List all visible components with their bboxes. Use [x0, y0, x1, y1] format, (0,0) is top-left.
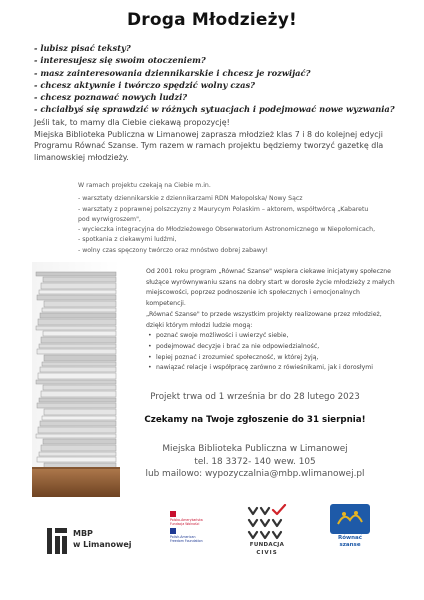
newspaper-sheet: [44, 409, 116, 415]
newspaper-sheet: [37, 457, 116, 462]
mbp-logo: [46, 526, 146, 556]
offer-item: - warsztaty z poprawnej polszczyzny z Maurycym Polaskim – aktorem, współtwórcą „Kabaretu: [78, 205, 369, 213]
question-item: - chcesz poznawać nowych ludzi?: [34, 92, 188, 103]
newspaper-sheet: [38, 427, 116, 433]
contact-info: [120, 443, 390, 481]
newspaper-sheet: [38, 319, 116, 325]
newspaper-sheet: [37, 403, 116, 408]
newspaper-sheet: [36, 434, 116, 438]
newspaper-sheet: [40, 367, 116, 372]
page-title: Droga Młodzieży!: [127, 10, 297, 30]
newspaper-sheet: [44, 301, 116, 307]
mbp-logo-line-2: w Limanowej: [73, 540, 132, 549]
program-description: [146, 267, 396, 374]
pafw-red-mark: [170, 511, 176, 517]
program-bullets: [146, 331, 396, 374]
offer-item: - warsztaty dziennikarskie z dziennikarzami RDN Małopolska/ Nowy Sącz: [78, 195, 303, 203]
question-list: [34, 42, 414, 116]
pafw-logo-line-2: Fundacja Wolności: [170, 522, 200, 526]
project-dates: Projekt trwa od 1 września br do 28 lutego 2023: [150, 392, 360, 402]
fundacja-civis-logo: [245, 504, 289, 560]
newspaper-sheet: [42, 308, 116, 312]
newspaper-sheet: [42, 362, 116, 366]
newspaper-sheet: [43, 331, 116, 336]
question-item: - masz zainteresowania dziennikarskie i chcesz je rozwijać?: [34, 67, 311, 78]
civis-logo-line-2: CIVIS: [256, 550, 278, 556]
program-bullet: • lepiej poznać i zrozumieć społeczność, w której żyją,: [156, 353, 396, 364]
intro-paragraph: [34, 117, 404, 163]
program-bullet: • poznać swoje możliwości i uwierzyć siebie,: [156, 331, 396, 342]
newspaper-sheet: [44, 355, 116, 361]
rs-logo-line-1: Równać: [338, 535, 362, 541]
pafw-logo-line-1: Polsko-Amerykańska: [170, 518, 203, 522]
offer-item: - wolny czas spęczony twórczo oraz mnóstwo dobrej zabawy!: [78, 246, 269, 254]
contact-library: Miejska Biblioteka Publiczna w Limanowej: [162, 444, 348, 454]
newspaper-sheet: [42, 416, 116, 420]
newspaper-sheet: [41, 283, 116, 289]
pafw-logo-line-4: Freedom Foundation: [170, 539, 203, 543]
rownac-szanse-emblem-icon: [326, 504, 374, 534]
rownac-szanse-logo: [326, 504, 374, 550]
pafw-logo: [170, 511, 226, 541]
newspaper-sheet: [40, 313, 116, 318]
call-to-action: Czekamy na Twoje zgłoszenie do 31 sierpnia!: [144, 415, 366, 425]
newspaper-sheet: [37, 295, 116, 300]
newspaper-sheet: [40, 421, 116, 426]
newspaper-sheet: [39, 452, 116, 456]
newspaper-sheet: [39, 290, 116, 294]
question-item: - chcesz aktywnie i twórczo spędzić wolny czas?: [34, 79, 255, 90]
newspaper-sheet: [43, 385, 116, 390]
newspaper-sheet: [37, 349, 116, 354]
newspaper-sheet: [41, 445, 116, 451]
program-paragraph-1: Od 2001 roku program „Równać Szanse" wspiera ciekawe inicjatywy społeczne służące wyrównywaniu szans na dobry start w dorosłe życie młodzieży z małych miejscowości, poprzez podnoszenie ich społecznych i emocjonalnych kompetencji.: [146, 268, 395, 308]
newspaper-sheet: [43, 439, 116, 444]
newspaper-sheet: [39, 398, 116, 402]
question-item: - lubisz pisać teksty?: [34, 43, 131, 53]
offer-item: - spotkania z ciekawymi ludźmi,: [78, 236, 177, 244]
rs-logo-line-2: szanse: [339, 542, 361, 548]
program-bullet: • nawiązać relacje i współpracę zarówno z rówieśnikami, jak i dorosłymi: [156, 363, 396, 374]
program-paragraph-2: „Równać Szanse" to przede wszystkim projekty realizowane przez młodzież, dzięki którym młodzi ludzie mogą:: [146, 310, 382, 329]
civis-logo-line-1: FUNDACJA: [249, 542, 285, 548]
newspaper-sheet: [36, 326, 116, 330]
program-bullet: • podejmować decyzje i brać za nie odpowiedzialność,: [156, 342, 396, 353]
offer-list: [78, 181, 378, 256]
offer-heading: W ramach projektu czekają na Ciebie m.in.: [78, 182, 211, 189]
intro-line-1: Jeśli tak, to mamy dla Ciebie ciekawą propozycję!: [34, 118, 230, 127]
intro-line-2: Miejska Biblioteka Publiczna w Limanowej zaprasza młodzież klas 7 i 8 do kolejnej edycji Programu Równać Szanse. Tym razem w ramach projektu będziemy tworzyć gazetkę dla limanowskiej młodzieży.: [34, 129, 384, 162]
pafw-logo-line-3: Polish-American: [170, 535, 196, 539]
newspaper-sheet: [39, 344, 116, 348]
mbp-logo-line-1: MBP: [73, 529, 93, 538]
newspaper-sheet: [41, 391, 116, 397]
pafw-blue-mark: [170, 528, 176, 534]
offer-item: - wycieczka integracyjna do Młodzieżowego Obserwatorium Astronomicznego w Niepołomicach,: [78, 226, 376, 234]
newspaper-sheet: [41, 337, 116, 343]
question-item: - interesujesz się swoim otoczeniem?: [34, 55, 206, 66]
newspaper-sheet: [38, 373, 116, 379]
newspaper-sheet: [36, 272, 116, 276]
contact-email[interactable]: lub mailowo: wypozyczalnia@mbp.wlimanowej.pl: [145, 469, 365, 480]
contact-phone: tel. 18 3372- 140 wew. 105: [194, 456, 316, 467]
newspaper-sheet: [36, 380, 116, 384]
newspaper-stack-image: [32, 262, 120, 497]
civis-checkmarks-icon: [245, 504, 289, 540]
newspaper-sheet: [43, 277, 116, 282]
offer-item: pod wyrwigroszem",: [78, 215, 141, 223]
question-item: - chciałbyś się sprawdzić w różnych sytuacjach i podejmować nowe wyzwania?: [34, 104, 395, 115]
mbp-logo-icon: [46, 526, 68, 556]
